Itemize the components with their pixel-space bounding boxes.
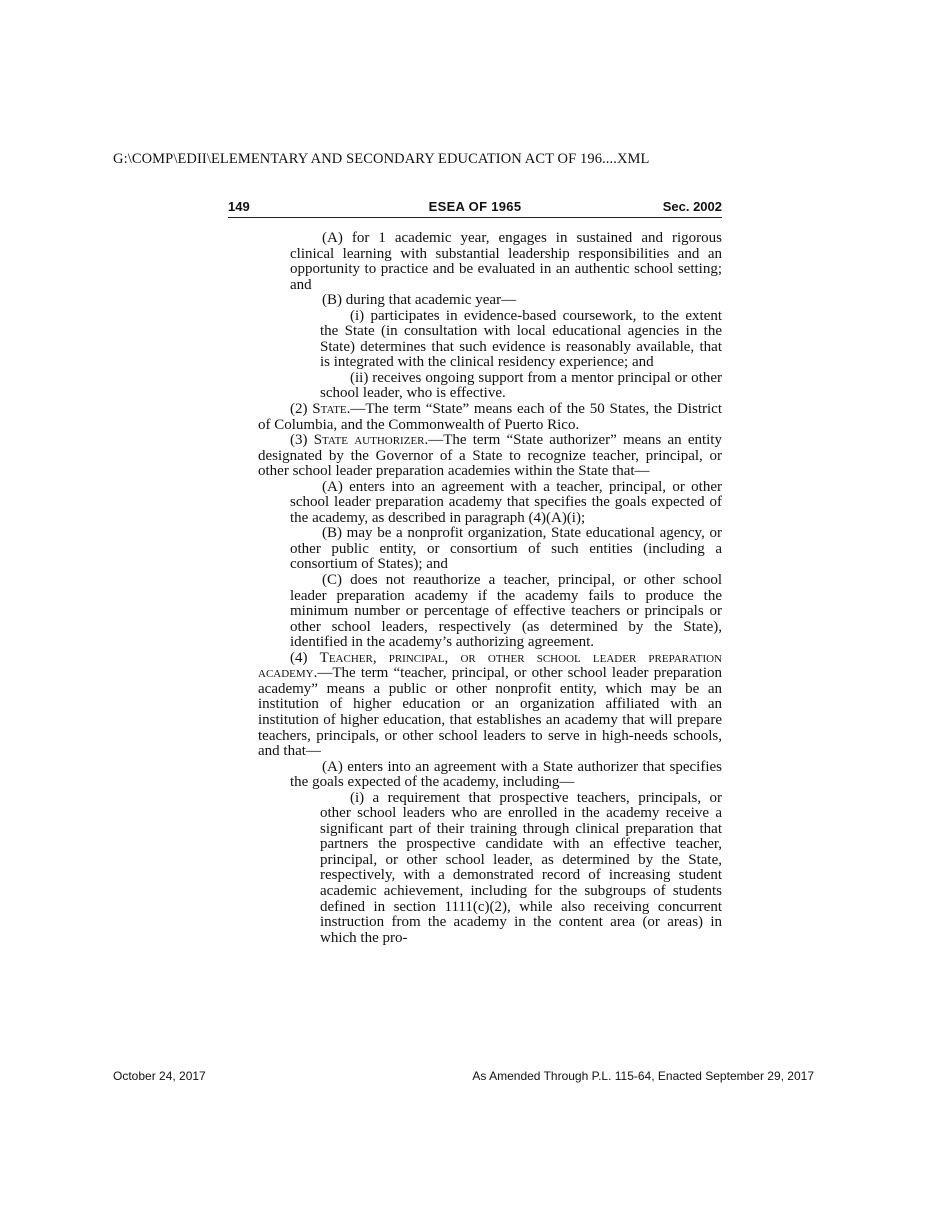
paragraph-3-number: (3) <box>290 432 314 449</box>
paragraph-4-a-i: (i) a requirement that prospective teachers, principals, or other school leaders who are enrolled in the academy receive a significant part of their training through clinical preparation that partners the prospective candidate with an effective teacher, principal, or other school leader, as determined by the State, respectively, with a demonstrated record of increasing student academic achievement, including for the subgroups of students defined in section 1111(c)(2), while also receiving concurrent instruction from the academy in the content area (or areas) in which the pro- <box>320 789 722 946</box>
paragraph-4-heading: Teacher, principal, or other school leader preparation academy <box>258 649 722 682</box>
paragraph-3-b: (B) may be a nonprofit organization, State educational agency, or other public entity, or consortium of such entities (including a consortium of States); and <box>290 525 722 573</box>
section-number: Sec. 2002 <box>662 199 722 214</box>
statute-body <box>258 231 722 946</box>
paragraph-1-a: (A) for 1 academic year, engages in sustained and rigorous clinical learning with substantial leadership responsibilities and an opportunity to practice and be evaluated in an authentic school setting; and <box>290 230 722 293</box>
paragraph-4-academy <box>258 651 722 760</box>
footer-amendment-note: As Amended Through P.L. 115-64, Enacted September 29, 2017 <box>472 1069 814 1083</box>
paragraph-1-b: (B) during that academic year— <box>322 292 517 309</box>
paragraph-3-state-authorizer <box>258 433 722 480</box>
paragraph-3-heading: State authorizer <box>313 432 425 449</box>
page-title: ESEA OF 1965 <box>428 199 522 214</box>
paragraph-4-number: (4) <box>290 649 320 666</box>
paragraph-4-a: (A) enters into an agreement with a State authorizer that specifies the goals expected of the academy, including— <box>290 758 722 791</box>
paragraph-3-a: (A) enters into an agreement with a teacher, principal, or other school leader preparation academy that specifies the goals expected of the academy, as described in paragraph (4)(A)(i); <box>290 478 722 526</box>
paragraph-1-b-ii: (ii) receives ongoing support from a mentor principal or other school leader, who is effective. <box>320 369 722 402</box>
paragraph-2-text: .—The term “State” means each of the 50 States, the District of Columbia, and the Commonwealth of Puerto Rico. <box>258 401 722 433</box>
paragraph-1-b-i: (i) participates in evidence-based coursework, to the extent the State (in consultation with local educational agencies in the State) determines that such evidence is reasonably available, that is integrated with the clinical residency experience; and <box>320 307 722 371</box>
page-number: 149 <box>228 199 250 214</box>
paragraph-2-state <box>258 402 722 433</box>
file-path: G:\COMP\EDII\ELEMENTARY AND SECONDARY EDUCATION ACT OF 196....XML <box>113 151 650 167</box>
paragraph-4-text: .—The term “teacher, principal, or other school leader preparation academy” means a public or other nonprofit entity, which may be an institution of higher education or an organization affiliated with an institution of higher education, that establishes an academy that will prepare teachers, principals, or other school leaders to serve in high-needs schools, and that— <box>258 665 722 760</box>
footer-date: October 24, 2017 <box>113 1069 206 1083</box>
paragraph-2-number: (2) <box>290 401 313 418</box>
paragraph-3-c: (C) does not reauthorize a teacher, principal, or other school leader preparation academy if the academy fails to produce the minimum number or percentage of effective teachers or principals or other school leaders, respectively (as determined by the State), identified in the academy’s authorizing agreement. <box>290 572 722 651</box>
running-head <box>228 197 722 218</box>
paragraph-3-text: .—The term “State authorizer” means an entity designated by the Governor of a State to recognize teacher, principal, or other school leader preparation academies within the State that— <box>258 432 722 480</box>
paragraph-2-heading: State <box>312 401 347 418</box>
